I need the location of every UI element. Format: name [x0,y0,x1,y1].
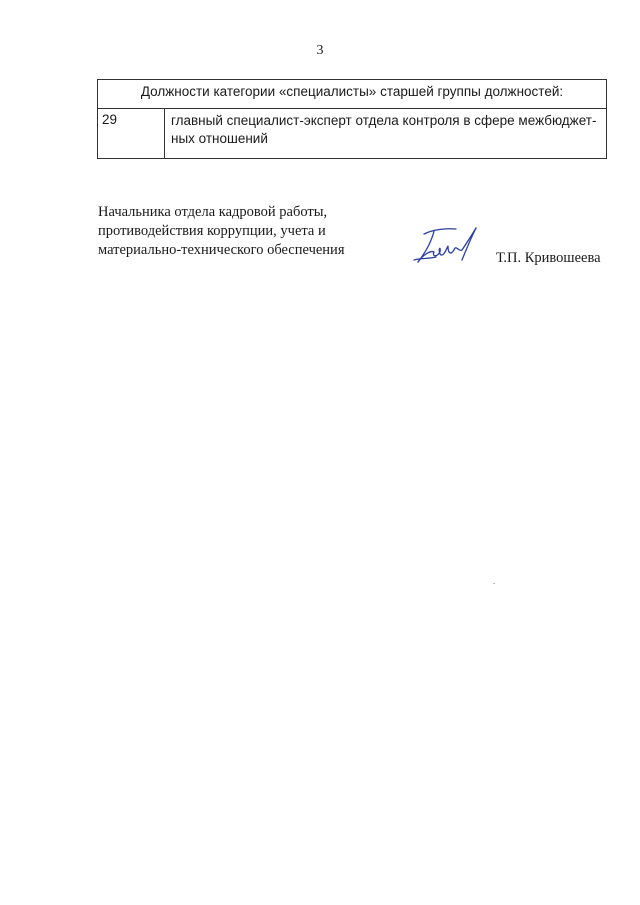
handwritten-signature [410,222,490,271]
signatory-position-line-1: Начальника отдела кадровой работы, [98,204,328,220]
section-header: Должности категории «специалисты» старшей группы должностей: [98,80,607,109]
table-section-header-row [98,80,607,109]
positions-table [97,79,607,159]
signatory-position-line-3: материально-технического обеспечения [98,242,345,258]
signatory-name: Т.П. Кривошеева [496,250,601,266]
signatory-position [98,203,345,260]
row-number: 29 [98,109,165,159]
position-title-line-2: ных отношений [171,131,268,146]
page-number: 3 [316,43,324,58]
signatory-position-line-2: противодействия коррупции, учета и [98,223,326,239]
position-title-line-1: главный специалист-эксперт отдела контроля в сфере межбюджет- [171,113,597,128]
row-position-title [165,109,607,159]
table-row [98,109,607,159]
scan-speck [493,583,495,584]
